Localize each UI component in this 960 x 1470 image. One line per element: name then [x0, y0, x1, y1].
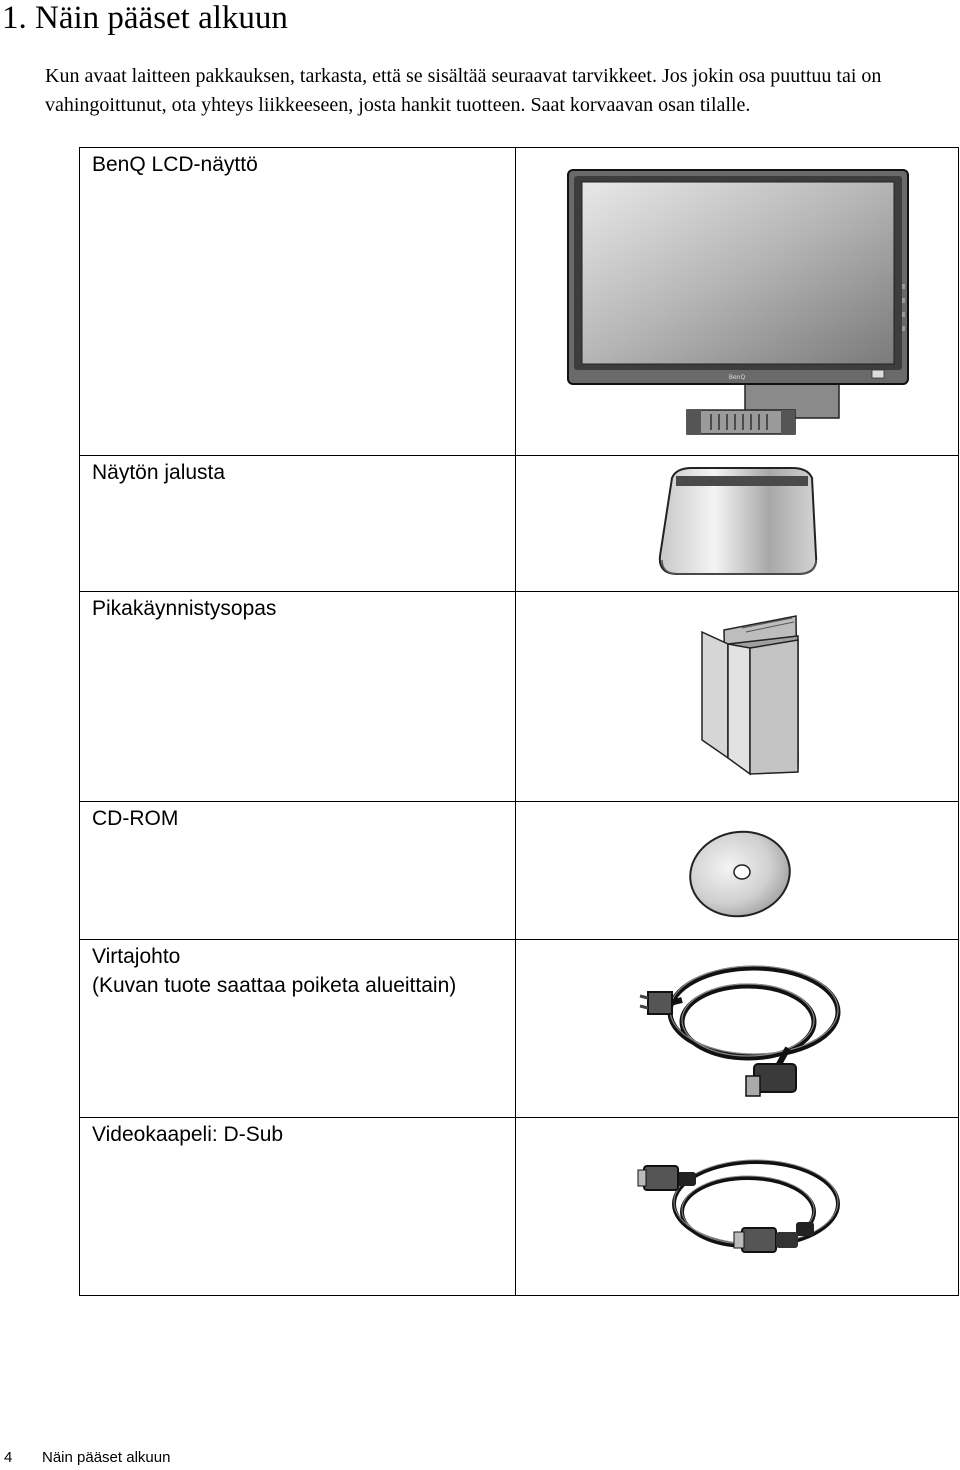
intro-paragraph: Kun avaat laitteen pakkauksen, tarkasta, että se sisältää seuraavat tarvikkeet. Jos jokin osa puuttuu tai on vahingoittunut, ota yhteys liikkeeseen, josta hankit tuotteen. Saat korvaavan osan tilalle. [45, 65, 882, 116]
item-label-cell [80, 456, 516, 592]
page-footer [4, 1449, 170, 1467]
item-image-cell [516, 940, 959, 1118]
item-label-cell [80, 592, 516, 802]
table-row [80, 802, 959, 940]
table-row [80, 456, 959, 592]
item-label-note: (Kuvan tuote saattaa poiketa alueittain) [92, 974, 457, 997]
item-image-cell [516, 456, 959, 592]
brand-logo: BenQ [728, 374, 746, 381]
item-label: CD-ROM [92, 807, 179, 830]
item-label-cell [80, 802, 516, 940]
booklet-icon [516, 592, 959, 800]
item-label-cell [80, 940, 516, 1118]
table-row [80, 592, 959, 802]
item-label-cell [80, 148, 516, 456]
item-label: Näytön jalusta [92, 461, 226, 484]
item-image-cell [516, 1118, 959, 1296]
item-label: Videokaapeli: D-Sub [92, 1123, 284, 1146]
stand-icon [516, 456, 959, 590]
cd-icon [516, 802, 959, 938]
item-label-cell [80, 1118, 516, 1296]
power-cord-icon [516, 940, 959, 1116]
table-row [80, 148, 959, 456]
item-label: Pikakäynnistysopas [92, 597, 277, 620]
monitor-icon [516, 148, 959, 454]
table-row [80, 1118, 959, 1296]
dsub-cable-icon [516, 1118, 959, 1294]
page-number: 4 [4, 1449, 13, 1466]
item-label: BenQ LCD-näyttö [92, 153, 258, 176]
page-title: 1. Näin pääset alkuun [2, 0, 288, 36]
footer-section-title: Näin pääset alkuun [42, 1449, 171, 1466]
package-contents-table [79, 147, 959, 1296]
item-image-cell [516, 592, 959, 802]
item-label: Virtajohto [92, 945, 181, 968]
item-image-cell [516, 148, 959, 456]
table-row [80, 940, 959, 1118]
item-image-cell [516, 802, 959, 940]
